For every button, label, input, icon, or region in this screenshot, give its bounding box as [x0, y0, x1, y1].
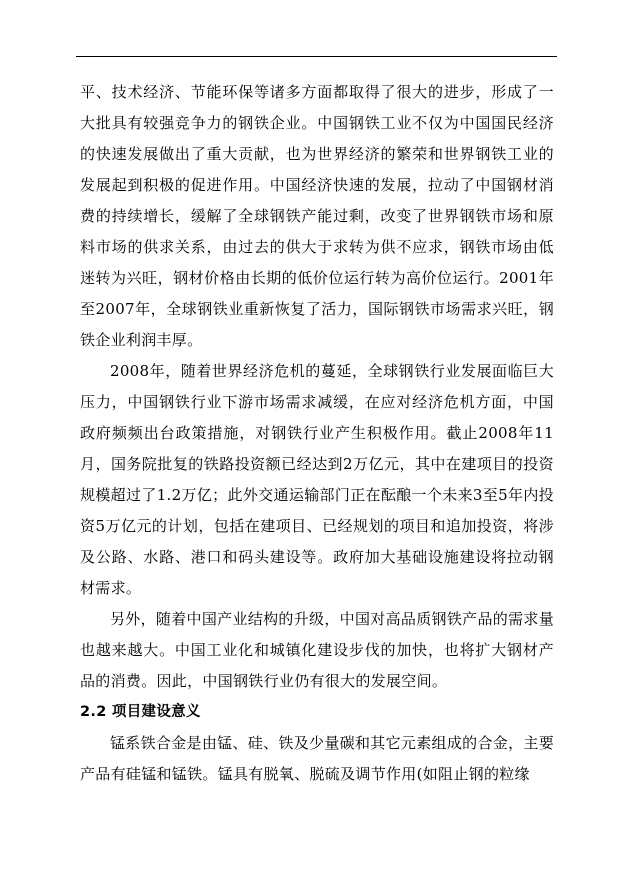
header-rule — [76, 56, 557, 57]
paragraph-steel-industry-progress: 平、技术经济、节能环保等诸多方面都取得了很大的进步，形成了一大批具有较强竞争力的钢铁企业。中国钢铁工业不仅为中国国民经济的快速发展做出了重大贡献，也为世界经济的繁荣和世界钢铁工业的发展起到积极的促进作用。中国经济快速的发展，拉动了中国钢材消费的持续增长，缓解了全球钢铁产能过剩，改变了世界钢铁市场和原料市场的供求关系，由过去的供大于求转为供不应求，钢铁市场由低迷转为兴旺，钢材价格由长期的低价位运行转为高价位运行。2001年至2007年，全球钢铁业重新恢复了活力，国际钢铁市场需求兴旺，钢铁企业利润丰厚。 — [80, 83, 554, 349]
paragraph-manganese-alloy: 锰系铁合金是由锰、硅、铁及少量碳和其它元素组成的合金，主要产品有硅锰和锰铁。锰具有脱氧、脱硫及调节作用(如阻止钢的粒缘 — [80, 734, 554, 783]
paragraph-industry-upgrade: 另外，随着中国产业结构的升级，中国对高品质钢铁产品的需求量也越来越大。中国工业化和城镇化建设步伐的加快，也将扩大钢材产品的消费。因此，中国钢铁行业仍有很大的发展空间。 — [80, 610, 554, 690]
document-body — [80, 77, 554, 790]
section-heading-project-significance: 2.2 项目建设意义 — [80, 704, 201, 720]
paragraph-2008-crisis: 2008年，随着世界经济危机的蔓延，全球钢铁行业发展面临巨大压力，中国钢铁行业下游市场需求减缓，在应对经济危机方面，中国政府频频出台政策措施，对钢铁行业产生积极作用。截止2008年11月，国务院批复的铁路投资额已经达到2万亿元，其中在建项目的投资规模超过了1.2万亿；此外交通运输部门正在酝酿一个未来3至5年内投资5万亿元的计划，包括在建项目、已经规划的项目和追加投资，将涉及公路、水路、港口和码头建设等。政府加大基础设施建设将拉动钢材需求。 — [80, 362, 554, 597]
